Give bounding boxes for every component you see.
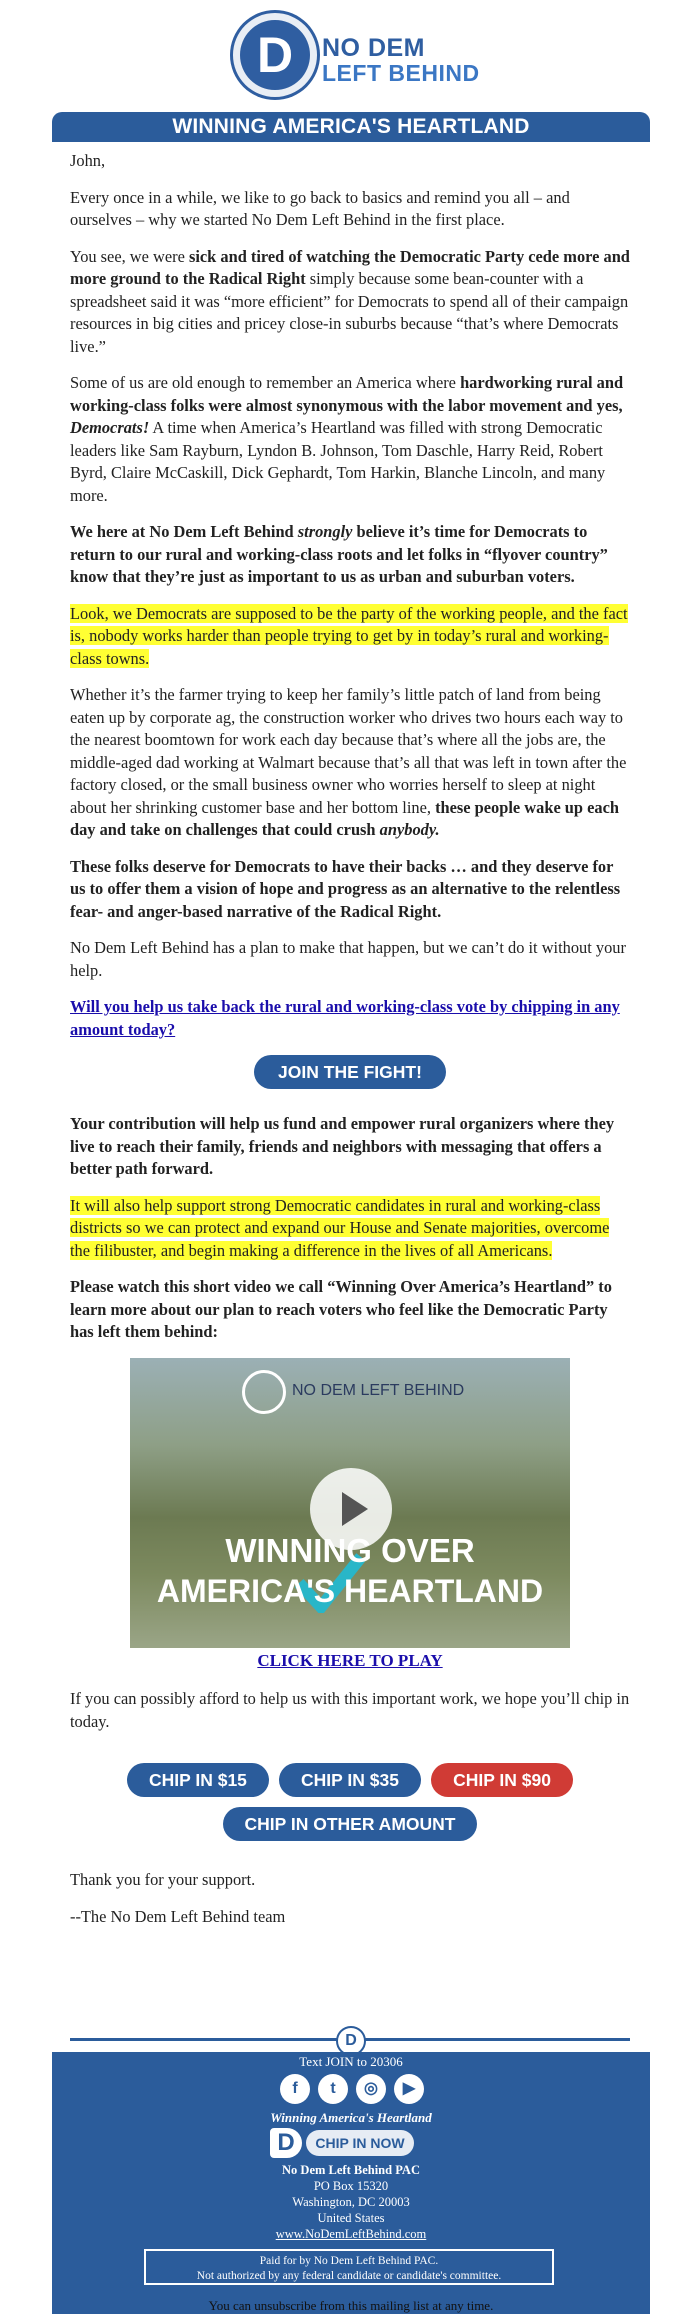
footer-tagline: Winning America's Heartland xyxy=(270,2110,432,2125)
video-logo-icon xyxy=(242,1370,286,1414)
paragraph-10-highlighted: It will also help support strong Democratic candidates in rural and working-class districts so we can protect and expand our House and Senate majorities, overcome the filibuster, and begin making a difference in the lives of all Americans. xyxy=(70,1195,610,1260)
paid-for: Paid for by No Dem Left Behind PAC. xyxy=(259,2255,439,2267)
po-box: PO Box 15320 xyxy=(313,2179,389,2193)
video-title-line-2: AMERICA'S HEARTLAND xyxy=(156,1572,544,1609)
chip-other-amount-button[interactable]: CHIP IN OTHER AMOUNT xyxy=(223,1807,478,1841)
paragraph-3: Some of us are old enough to remember an America where hardworking rural and working-class folks were almost synonymous with the labor movement and yes, Democrats! A time when America’s Heartland was filled with strong Democratic leaders like Sam Rayburn, Lyndon B. Johnson, Tom Daschle, Harry Reid, Robert Byrd, Claire McCaskill, Dick Gephardt, Tom Harkin, Blanche Lincoln, and many more. xyxy=(70,373,624,505)
chip-15-button[interactable]: CHIP IN $15 xyxy=(127,1763,269,1797)
donate-link[interactable]: Will you help us take back the rural and working-class vote by chipping in any amount today? xyxy=(70,997,620,1039)
paragraph-7: These folks deserve for Democrats to have their backs … and they deserve for us to offer them a vision of hope and progress as an alternative to the relentless fear- and anger-based narrative of the Radical Right. xyxy=(70,856,621,921)
website-link[interactable]: www.NoDemLeftBehind.com xyxy=(275,2227,427,2241)
play-link-row xyxy=(70,1650,630,1673)
logo-line-1: NO DEM xyxy=(322,34,425,62)
join-button-row xyxy=(70,1055,630,1089)
footer xyxy=(52,2052,650,2314)
donate-link-paragraph xyxy=(70,996,630,1041)
email-body xyxy=(70,150,630,1942)
logo[interactable] xyxy=(0,8,700,110)
chip-90-button[interactable]: CHIP IN $90 xyxy=(431,1763,573,1797)
click-to-play-link[interactable]: CLICK HERE TO PLAY xyxy=(257,1650,443,1670)
chip-in-now-button[interactable] xyxy=(270,2128,432,2158)
chip-35-button[interactable]: CHIP IN $35 xyxy=(279,1763,421,1797)
thanks: Thank you for your support. xyxy=(70,1870,256,1889)
paragraph-12: If you can possibly afford to help us with this important work, we hope you’ll chip in today. xyxy=(70,1689,630,1731)
header-banner: WINNING AMERICA'S HEARTLAND xyxy=(52,112,650,142)
social-links xyxy=(280,2074,424,2106)
youtube-icon[interactable]: ▶ xyxy=(394,2074,424,2104)
pac-name: No Dem Left Behind PAC xyxy=(282,2163,420,2177)
paragraph-11: Please watch this short video we call “Winning Over America’s Heartland” to learn more about our plan to reach voters who feel like the Democratic Party has left them behind: xyxy=(70,1277,612,1341)
chip-buttons-row xyxy=(70,1763,630,1797)
paragraph-9: Your contribution will help us fund and empower rural organizers where they live to reach their family, friends and neighbors with messaging that offers a better path forward. xyxy=(70,1114,615,1178)
greeting: John, xyxy=(70,151,106,170)
logo-line-2: LEFT BEHIND xyxy=(322,60,480,86)
video-logo-text: NO DEM LEFT BEHIND xyxy=(292,1381,465,1399)
video-title-line-1: WINNING OVER xyxy=(225,1531,475,1569)
instagram-icon[interactable]: ◎ xyxy=(356,2074,386,2104)
paragraph-2: You see, we were sick and tired of watching the Democratic Party cede more and more ground to the Radical Right simply because some bean-counter with a spreadsheet said it was “more efficient” for Democrats to spend all of their campaign resources in big cities and pricey close-in suburbs because “that’s where Democrats live.” xyxy=(70,246,630,356)
unsubscribe-text[interactable]: You can unsubscribe from this mailing list at any time. xyxy=(208,2298,494,2313)
chip-in-now-label: CHIP IN NOW xyxy=(306,2130,414,2156)
city: Washington, DC 20003 xyxy=(292,2195,410,2209)
paragraph-4: We here at No Dem Left Behind strongly believe it’s time for Democrats to return to our rural and working-class roots and let folks in “flyover country” know that they’re just as important to us as urban and suburban voters. xyxy=(70,522,608,586)
paragraph-5-highlighted: Look, we Democrats are supposed to be the party of the working people, and the fact is, nobody works harder than people trying to get by in today’s rural and working-class towns. xyxy=(70,603,628,668)
facebook-icon[interactable]: f xyxy=(280,2074,310,2104)
signoff: --The No Dem Left Behind team xyxy=(70,1906,286,1926)
twitter-icon[interactable]: t xyxy=(318,2074,348,2104)
paragraph-1: Every once in a while, we like to go back to basics and remind you all – and ourselves – why we started No Dem Left Behind in the first place. xyxy=(70,187,570,229)
chip-in-now-logo-icon: D xyxy=(270,2128,302,2158)
footer-logo-icon: D xyxy=(336,2026,366,2056)
mailing-address xyxy=(52,2162,650,2242)
join-the-fight-button[interactable]: JOIN THE FIGHT! xyxy=(254,1055,446,1089)
chip-other-row xyxy=(70,1807,630,1841)
disclaimer-box xyxy=(144,2249,554,2285)
paragraph-6: Whether it’s the farmer trying to keep her family’s little patch of land from being eaten up by corporate ag, the construction worker who drives two hours each way to the nearest boomtown for work each day because that’s where all the jobs are, the middle-aged dad working at Walmart because that’s all that was left in town after the factory closed, or the small business owner who worries herself to sleep at night about her shrinking customer base and her bottom line, these people wake up each day and take on challenges that could crush anybody. xyxy=(70,685,627,839)
text-join: Text JOIN to 20306 xyxy=(299,2054,403,2069)
country: United States xyxy=(317,2211,385,2225)
paragraph-8: No Dem Left Behind has a plan to make that happen, but we can’t do it without your help. xyxy=(70,938,626,980)
not-authorized: Not authorized by any federal candidate or candidate's committee. xyxy=(196,2270,502,2282)
logo-emblem-icon: D xyxy=(230,10,320,100)
video-thumbnail[interactable] xyxy=(130,1358,570,1648)
